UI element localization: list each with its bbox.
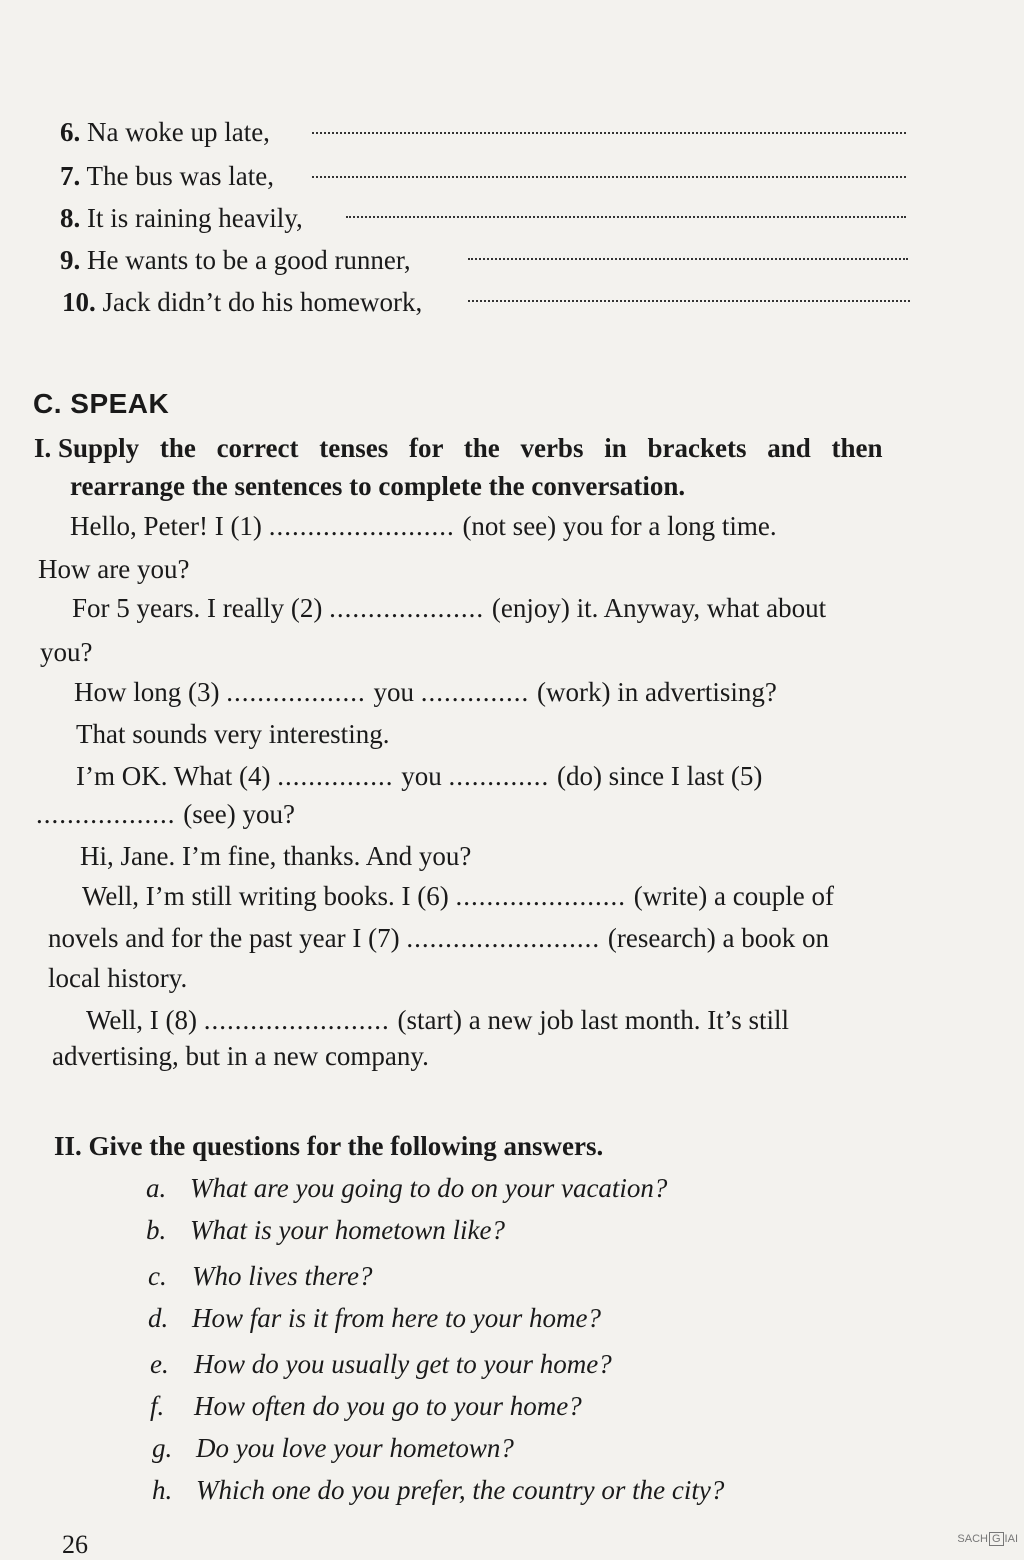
answer-line[interactable]	[312, 132, 906, 134]
blank-3b[interactable]: ..............	[420, 677, 537, 707]
item-text: Jack didn’t do his homework,	[102, 287, 423, 317]
blank-7[interactable]: .........................	[406, 923, 608, 953]
answer-item	[148, 1302, 601, 1334]
answer-line[interactable]	[468, 258, 908, 260]
answer-label: c.	[148, 1261, 167, 1291]
item-number: 10.	[62, 287, 96, 317]
conversation-line: How are you?	[38, 554, 190, 584]
answer-label: h.	[152, 1475, 173, 1505]
answer-item	[150, 1348, 612, 1380]
conversation-line: advertising, but in a new company.	[52, 1041, 429, 1071]
part1-number: I.	[34, 433, 52, 463]
part1-instruction-line1: Supply the correct tenses for the verbs in brackets and then	[58, 433, 883, 463]
part1-instruction	[34, 432, 883, 464]
conversation-line: you?	[40, 637, 93, 667]
answer-item	[146, 1214, 505, 1246]
answer-line[interactable]	[468, 300, 910, 302]
answer-text: What are you going to do on your vacation?	[190, 1173, 668, 1203]
item-text: The bus was late,	[86, 161, 274, 191]
part2-heading: II. Give the questions for the following answers.	[54, 1131, 604, 1161]
blank-4a[interactable]: ...............	[277, 761, 402, 791]
answer-label: f.	[150, 1391, 165, 1421]
line-text: you	[373, 677, 414, 707]
item-number: 6.	[60, 117, 81, 147]
conversation-line	[76, 760, 762, 792]
answer-text: How often do you go to your home?	[194, 1391, 582, 1421]
line-text: (see) you?	[183, 799, 295, 829]
answer-text: How do you usually get to your home?	[194, 1349, 612, 1379]
line-text: (research) a book on	[607, 923, 830, 953]
line-text: novels and for the past year I (7)	[48, 923, 400, 953]
answer-label: b.	[146, 1215, 167, 1245]
part1-instruction-line2: rearrange the sentences to complete the conversation.	[70, 471, 686, 501]
conversation-line	[36, 798, 295, 830]
answer-item	[152, 1474, 724, 1506]
answer-item	[150, 1390, 582, 1422]
answer-line[interactable]	[312, 176, 906, 178]
blank-6[interactable]: ......................	[455, 881, 634, 911]
line-text: (work) in advertising?	[536, 677, 777, 707]
conversation-line	[48, 922, 829, 954]
answer-line[interactable]	[346, 216, 906, 218]
line-text: (enjoy) it. Anyway, what about	[491, 593, 827, 623]
answer-text: How far is it from here to your home?	[192, 1303, 601, 1333]
section-title: C. SPEAK	[33, 388, 170, 419]
answer-item	[146, 1172, 667, 1204]
watermark-box: G	[989, 1532, 1004, 1546]
conversation-line	[86, 1004, 789, 1036]
page-number: 26	[62, 1530, 88, 1559]
line-text: (start) a new job last month. It’s still	[397, 1005, 789, 1035]
line-text: (not see) you for a long time.	[462, 511, 777, 541]
line-text: you	[401, 761, 442, 791]
conversation-line	[82, 880, 834, 912]
line-text: (do) since I last (5)	[556, 761, 763, 791]
item-text: Na woke up late,	[87, 117, 270, 147]
answer-label: d.	[148, 1303, 169, 1333]
answer-label: g.	[152, 1433, 173, 1463]
answer-item	[148, 1260, 372, 1292]
line-text: How long (3)	[74, 677, 220, 707]
exercise-item	[60, 160, 274, 192]
line-text: Well, I’m still writing books. I (6)	[82, 881, 449, 911]
conversation-line	[72, 592, 826, 624]
answer-text: Which one do you prefer, the country or the city?	[196, 1475, 725, 1505]
blank-4b[interactable]: .............	[448, 761, 557, 791]
blank-1[interactable]: ........................	[268, 511, 463, 541]
conversation-line	[70, 510, 777, 542]
conversation-line: That sounds very interesting.	[76, 719, 390, 749]
watermark-text: IAI	[1004, 1533, 1018, 1545]
watermark-text: SACH	[957, 1533, 988, 1545]
answer-label: a.	[146, 1173, 167, 1203]
exercise-item	[60, 244, 411, 276]
blank-5[interactable]: ..................	[36, 799, 184, 829]
line-text: Hello, Peter! I (1)	[70, 511, 262, 541]
exercise-item	[62, 286, 422, 318]
line-text: For 5 years. I really (2)	[72, 593, 323, 623]
watermark-logo	[957, 1533, 1018, 1545]
line-text: (write) a couple of	[633, 881, 834, 911]
item-number: 8.	[60, 203, 81, 233]
exercise-item	[60, 202, 303, 234]
line-text: Well, I (8)	[86, 1005, 198, 1035]
answer-text: Who lives there?	[192, 1261, 373, 1291]
conversation-line: Hi, Jane. I’m fine, thanks. And you?	[80, 841, 472, 871]
conversation-line: local history.	[48, 963, 188, 993]
item-text: He wants to be a good runner,	[87, 245, 411, 275]
answer-text: What is your hometown like?	[190, 1215, 505, 1245]
line-text: I’m OK. What (4)	[76, 761, 271, 791]
answer-text: Do you love your hometown?	[196, 1433, 514, 1463]
answer-item	[152, 1432, 514, 1464]
conversation-line	[74, 676, 777, 708]
item-number: 7.	[60, 161, 81, 191]
item-number: 9.	[60, 245, 81, 275]
exercise-item	[60, 116, 270, 148]
item-text: It is raining heavily,	[87, 203, 303, 233]
answer-label: e.	[150, 1349, 169, 1379]
blank-8[interactable]: ........................	[203, 1005, 398, 1035]
blank-2[interactable]: ....................	[329, 593, 492, 623]
blank-3a[interactable]: ..................	[226, 677, 374, 707]
